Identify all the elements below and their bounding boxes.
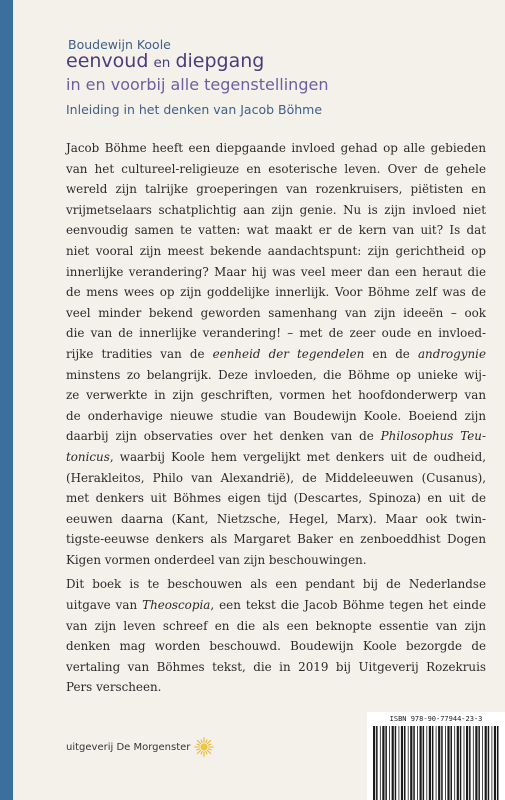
book-subtitle: in en voorbij alle tegenstellingen [66,75,329,94]
text-run: en de [364,346,418,361]
text-run: tigste-eeuwse denkers als Margaret Baker en zenboeddhist Dogen [66,532,486,547]
text-run: wereld zijn talrijke groeperingen van rozenkruisers, piëtisten en [66,182,486,197]
blurb-line [66,426,486,447]
blurb-line [66,574,486,595]
text-run: van het cultureel-religieuze en esoterische leven. Over de gehele [66,161,486,176]
blurb-line [66,323,486,344]
blurb-line [66,550,486,571]
text-run: innerlijke verandering? Maar hij was veel meer dan een heraut die [66,264,486,279]
blurb-line [66,657,486,678]
text-run: vrijmetselaars schatplichtig aan zijn genie. Nu is zijn invloed niet [66,202,486,217]
barcode-area [367,712,505,800]
blurb-line [66,509,486,530]
text-run: daarbij zijn observaties over het denken van de [66,429,381,444]
text-run: , een tekst die Jacob Böhme tegen het einde [210,598,487,613]
text-run: eeuwen daarna (Kant, Nietzsche, Hegel, Marx). Maar ook twin- [66,511,486,526]
text-run: vertaling van Böhmes tekst, die in 2019 bij Uitgeverij Rozekruis [66,659,486,674]
blurb-line [66,220,486,241]
text-run: Dit boek is te beschouwen als een pendant bij de Nederlandse [66,577,486,592]
text-run: (Herakleitos, Philo van Alexandrië), de Middeleeuwen (Cusanus), [66,470,486,485]
blurb-line [66,365,486,386]
text-run: rijke tradities van de [66,346,213,361]
italic-term: androgynie [417,346,486,361]
text-run: de mens wees op zijn goddelijke innerlijk. Voor Böhme zelf was de [66,285,486,300]
text-run: , waarbij Koole hem vergelijkt met denkers uit de oudheid, [109,449,486,464]
blurb-line [66,303,486,324]
book-intro-line: Inleiding in het denken van Jacob Böhme [66,102,323,117]
italic-term: tonicus [66,449,110,464]
blurb-line [66,282,486,303]
blurb-line [66,262,486,283]
text-run: Kigen vormen onderdeel van zijn beschouwingen. [66,552,367,567]
text-run: Pers verscheen. [66,680,162,695]
text-run: de onderhavige nieuwe studie van Boudewijn Koole. Boeiend zijn [66,408,486,423]
blurb-line [66,677,486,698]
blurb-line [66,595,486,616]
blurb-line [66,159,486,180]
blurb-line [66,616,486,637]
sun-logo-icon [194,737,214,757]
text-run: die van de innerlijke verandering! – met de zeer oude en invloed- [66,326,486,341]
text-run: veel minder bekend geworden samenhang van zijn ideeën – ook [66,305,486,320]
text-run: eenvoudig samen te vatten: wat maakt er de kern van uit? Is dat [66,223,486,238]
blurb-line [66,488,486,509]
italic-term: eenheid der tegendelen [212,346,365,361]
book-title [66,52,264,71]
author-name: Boudewijn Koole [68,37,171,52]
publisher-block [66,737,214,757]
blurb-line [66,406,486,427]
blurb-line [66,344,486,365]
blurb-paragraph [66,138,486,570]
text-run: ze verwerkte in zijn geschriften, vormen het hoofdonderwerp van [66,388,486,403]
text-run: van zijn leven schreef en die als een beknopte essentie van zijn [66,618,486,633]
blurb-line [66,468,486,489]
blurb-line [66,138,486,159]
blurb-line [66,200,486,221]
text-run: niet vooral zijn meest bekende aandachtspunt: zijn gerichtheid op [66,243,486,258]
blurb-line [66,179,486,200]
blurb-line [66,529,486,550]
title-connector: en [153,55,171,71]
title-word-1: eenvoud [66,50,149,72]
text-run: Jacob Böhme heeft een diepgaande invloed gehad op alle gebieden [66,141,486,155]
blurb-line [66,241,486,262]
italic-term: Philosophus Teu- [380,429,486,444]
italic-term: Theoscopia [142,598,211,613]
isbn-number: ISBN 978-90-77944-23-3 [389,715,483,723]
publisher-name: uitgeverij De Morgenster [66,741,191,753]
text-run: denken mag worden beschouwd. Boudewijn Koole bezorgde de [66,639,486,654]
blurb-line [66,636,486,657]
text-run: met denkers uit Böhmes eigen tijd (Descartes, Spinoza) en uit de [66,491,486,506]
blurb-line [66,447,486,468]
blurb-paragraph [66,574,486,698]
book-spine-stripe [0,0,13,800]
barcode [371,726,501,800]
blurb-text [66,138,486,702]
blurb-line [66,385,486,406]
title-word-2: diepgang [175,50,265,72]
text-run: minstens zo belangrijk. Deze invloeden, die Böhme op unieke wij- [66,367,486,382]
text-run: uitgave van [66,598,143,613]
